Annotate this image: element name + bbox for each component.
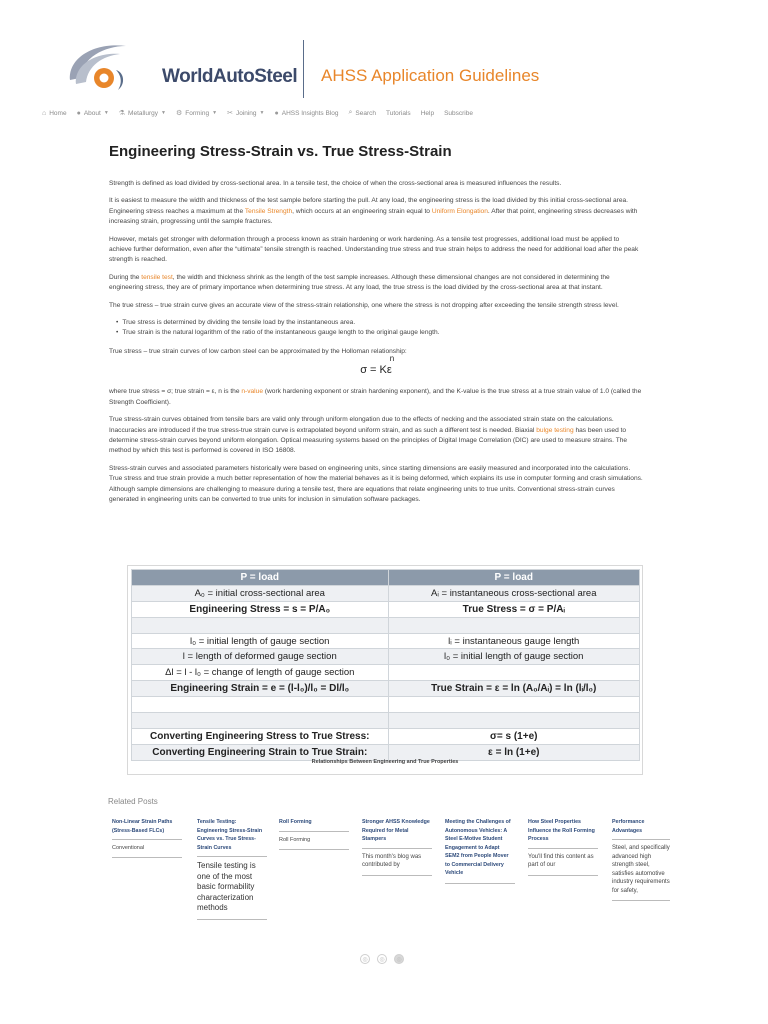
relationships-table: [131, 569, 640, 761]
related-post-title[interactable]: Performance Advantages: [612, 819, 645, 834]
divider: [445, 883, 515, 884]
home-icon: ⌂: [42, 109, 47, 117]
pager-dot[interactable]: ◎: [377, 954, 387, 964]
nav-label: AHSS Insights Blog: [281, 109, 339, 117]
text: True stress-strain curves obtained from tensile bars are valid only through uniform elongation due to the effects of necking and the associated strain state on the calculations. Inaccuracies are introduced if the true stress-true strain curve is extrapolated beyond uniform strain, and as such a different test is needed. Biaxial: [109, 416, 614, 434]
text: where true stress = σ; true strain = ε, n is the: [109, 388, 242, 396]
related-post-title[interactable]: How Steel Properties Influence the Roll Forming Process: [528, 819, 595, 842]
table-cell: [388, 665, 639, 681]
divider: [112, 839, 182, 840]
table-row: [132, 697, 640, 713]
related-post-excerpt: Tensile testing is one of the most basic formability characterization methods: [197, 861, 256, 912]
related-post-card[interactable]: [528, 818, 598, 876]
divider: [362, 875, 432, 876]
bullet-list: [116, 318, 643, 339]
list-item: • True stress is determined by dividing the tensile load by the instantaneous area.: [116, 318, 643, 328]
holloman-formula: [109, 354, 643, 377]
table-row: [132, 585, 640, 601]
table-cell: l₀ = initial length of gauge section: [388, 649, 639, 665]
related-posts-heading: Related Posts: [108, 797, 158, 806]
nav-item-blog[interactable]: [275, 110, 339, 117]
paragraph: Stress-strain curves and associated parameters historically were based on engineering units, since starting dimensions are easily measured and incorporated into the calculations. True stress and true strain provide a much better representation of how the material behaves as it is being deformed, which explains its use in computer forming and crash simulations. Although sample dimensions are challenging to measure during a tensile test, there are equations that relate engineering units to true units. Conventional stress-strain curves generated in engineering units can be converted to true units for inclusion in simulation software packages.: [109, 464, 643, 503]
chevron-down-icon: ▼: [212, 110, 218, 116]
nav-item-forming[interactable]: [176, 109, 217, 117]
nav-label: Joining: [235, 109, 257, 117]
related-posts: [112, 818, 672, 938]
related-post-title[interactable]: Stronger AHSS Knowledge Required for Metal Stampers: [362, 819, 430, 842]
divider: [612, 839, 670, 840]
table-cell: [132, 697, 389, 713]
table-cell: Converting Engineering Strain to True Strain:: [132, 744, 389, 760]
user-icon: ●: [76, 109, 81, 117]
text: During the: [109, 273, 142, 281]
related-post-card[interactable]: [445, 818, 515, 884]
related-post-title[interactable]: Meeting the Challenges of Autonomous Vehicles: A Steel E-Motive Student Engagement to Adapt SEM2 from People Mover to Commercial Delivery Vehicle: [445, 819, 511, 876]
table-cell: l₀ = initial length of gauge section: [132, 633, 389, 649]
text: It is easiest to measure the width and thickness of the test sample before starting the pull. At any load, the engineering stress is the load divided by this initial cross-sectional area. Engineering stress reaches a maximum at the: [109, 197, 628, 215]
table-cell: ε = ln (1+e): [388, 744, 639, 760]
paragraph: [109, 196, 643, 227]
table-cell: [388, 697, 639, 713]
table-cell: Engineering Strain = e = (l-l₀)/l₀ = Dl/l₀: [132, 681, 389, 697]
site-header: [0, 0, 768, 100]
nav-label: Forming: [185, 109, 210, 117]
table-cell: Engineering Stress = s = P/A₀: [132, 601, 389, 617]
text: , which occurs at an engineering strain equal to: [292, 207, 432, 215]
related-post-category[interactable]: Roll Forming: [279, 836, 311, 843]
paragraph: True stress – true strain curves of low carbon steel can be approximated by the Holloman relationship:: [109, 347, 407, 355]
table-row: [132, 728, 640, 744]
divider: [528, 848, 598, 849]
formula-exponent: n: [389, 354, 395, 364]
table-row: [132, 744, 640, 760]
nav-item-joining[interactable]: [227, 109, 264, 117]
table-cell: A₀ = initial cross-sectional area: [132, 585, 389, 601]
related-post-card[interactable]: [112, 818, 182, 858]
table-cell: l = length of deformed gauge section: [132, 649, 389, 665]
paragraph: The true stress – true strain curve gives an accurate view of the stress-strain relationship, one where the stress is not dropping after exceeding the tensile strength stress level.: [109, 301, 619, 309]
divider: [528, 875, 598, 876]
related-post-title[interactable]: Tensile Testing: Engineering Stress-Strain Curves vs. True Stress-Strain Curves: [197, 819, 263, 851]
table-cell: lᵢ = instantaneous gauge length: [388, 633, 639, 649]
scissors-icon: ✂: [227, 110, 233, 117]
divider: [279, 831, 349, 832]
tensile-test-link[interactable]: tensile test: [141, 273, 173, 281]
nav-item-home[interactable]: [42, 110, 67, 117]
pager-dot-active[interactable]: ◎: [394, 954, 404, 964]
related-post-card[interactable]: [362, 818, 432, 876]
related-post-card[interactable]: [279, 818, 349, 850]
table-cell: [132, 713, 389, 729]
search-icon: ⌕: [348, 109, 353, 116]
divider: [612, 900, 670, 901]
paragraph: However, metals get stronger with deformation through a process known as strain hardening or work hardening. As a tensile test progresses, additional load must be applied to achieve further deformation, even after the “ultimate” tensile strength is reached. Understanding true stress and true strain helps to address the need for additional load after the peak strength is reached.: [109, 235, 639, 264]
table-cell: [388, 713, 639, 729]
bulge-testing-link[interactable]: bulge testing: [536, 426, 574, 434]
site-title[interactable]: AHSS Application Guidelines: [321, 66, 540, 85]
table-cell: True Strain = ε = ln (A₀/Aᵢ) = ln (lᵢ/l₀): [388, 681, 639, 697]
nav-item-help[interactable]: [421, 110, 434, 117]
page-title: Engineering Stress-Strain vs. True Stress-Strain: [109, 143, 452, 160]
table-row: [132, 713, 640, 729]
table-row: [132, 633, 640, 649]
table-cell: P = load: [388, 570, 639, 586]
related-post-title[interactable]: Roll Forming: [279, 819, 312, 825]
table-cell: [388, 617, 639, 633]
related-post-category: Conventional: [112, 845, 145, 851]
table-cell: Δl = l - l₀ = change of length of gauge section: [132, 665, 389, 681]
worldautosteel-logo[interactable]: [64, 40, 304, 96]
related-posts-pager: [360, 954, 404, 964]
divider: [197, 856, 267, 857]
paragraph: Strength is defined as load divided by cross-sectional area. In a tensile test, the choice of when the cross-sectional area is measured influences the results.: [109, 180, 562, 187]
flask-icon: ⚗: [118, 110, 126, 117]
uniform-elongation-link[interactable]: Uniform Elongation: [431, 207, 488, 215]
nav-item-tutorials[interactable]: [386, 110, 411, 117]
table-row: [132, 665, 640, 681]
formula-text: σ = Kε: [360, 364, 392, 377]
article: [109, 143, 643, 512]
related-post-excerpt: Steel, and specifically advanced high strength steel, satisfies automotive industry requirements for safety,: [612, 845, 670, 894]
nav-label: Search: [355, 109, 376, 117]
text: (work hardening exponent or strain hardening exponent), and the K-value is the true stress at a true strain value of 1.0 (called the Strength Coefficient).: [109, 388, 642, 406]
paragraph: [109, 387, 643, 408]
table-cell: [132, 617, 389, 633]
text: has been used to determine stress-strain curves beyond uniform elongation. Optical measuring systems based on the principles of Digital Image Correlation (DIC) are used to measure strains. The method by which this test is performed is covered in ISO 16808.: [109, 426, 628, 455]
nav-item-metallurgy[interactable]: [119, 109, 166, 117]
related-post-excerpt: You'll find this content as part of our: [528, 853, 594, 868]
relationships-figure: [127, 565, 643, 775]
figure-caption: Relationships Between Engineering and True Properties: [311, 759, 459, 765]
divider: [197, 919, 267, 920]
divider: [362, 848, 432, 849]
n-value-link[interactable]: n-value: [241, 388, 263, 396]
list-item: • True strain is the natural logarithm of the ratio of the instantaneous gauge length to the original gauge length.: [116, 328, 643, 338]
paragraph: [109, 415, 643, 457]
nav-label: Help: [420, 109, 435, 117]
table-row: [132, 649, 640, 665]
nav-label: Metallurgy: [128, 109, 159, 117]
table-cell: Aᵢ = instantaneous cross-sectional area: [388, 585, 639, 601]
header-divider: [303, 40, 304, 98]
table-cell: σ= s (1+e): [388, 728, 639, 744]
nav-label: Home: [49, 109, 67, 117]
nav-label: Tutorials: [386, 109, 411, 117]
chevron-down-icon: ▼: [259, 110, 265, 116]
text: , the width and thickness shrink as the length of the test sample increases. Although these dimensional changes are not considered in determining the engineering stress, they are of primary importance when determining true stress. At any load, the true stress is the load divided by the cross-sectional area at that instant.: [109, 273, 610, 292]
related-post-card[interactable]: [197, 818, 267, 920]
nav-item-subscribe[interactable]: [444, 110, 473, 117]
table-cell: True Stress = σ = P/Aᵢ: [388, 601, 639, 617]
table-row: [132, 570, 640, 586]
nav-label: About: [83, 109, 101, 117]
tensile-strength-link[interactable]: Tensile Strength: [244, 207, 293, 215]
related-post-excerpt: This month's blog was contributed by: [362, 853, 422, 868]
pager-dot[interactable]: ◎: [360, 954, 370, 964]
nav-label: Subscribe: [444, 109, 473, 117]
nav-item-about[interactable]: [77, 110, 109, 117]
table-row: [132, 617, 640, 633]
gear-icon: ⚙: [175, 110, 183, 117]
text: . After that point, engineering stress decreases with increasing strain, progressing until the sample fractures.: [109, 207, 638, 226]
chevron-down-icon: ▼: [103, 110, 109, 116]
related-post-title[interactable]: Non-Linear Strain Paths (Stress-Based FLCs): [112, 819, 173, 834]
table-cell: Converting Engineering Stress to True Stress:: [132, 728, 389, 744]
comment-icon: ●: [274, 109, 279, 117]
nav-item-search[interactable]: [348, 109, 376, 117]
main-nav: [42, 107, 473, 119]
table-row: [132, 601, 640, 617]
paragraph: [109, 273, 643, 294]
chevron-down-icon: ▼: [161, 110, 166, 116]
divider: [112, 857, 182, 858]
divider: [279, 849, 349, 850]
logo-swoosh-icon: [64, 40, 164, 96]
table-row: [132, 681, 640, 697]
related-post-card[interactable]: [612, 818, 670, 901]
table-cell: P = load: [132, 570, 389, 586]
logo-text: WorldAutoSteel: [162, 66, 298, 87]
